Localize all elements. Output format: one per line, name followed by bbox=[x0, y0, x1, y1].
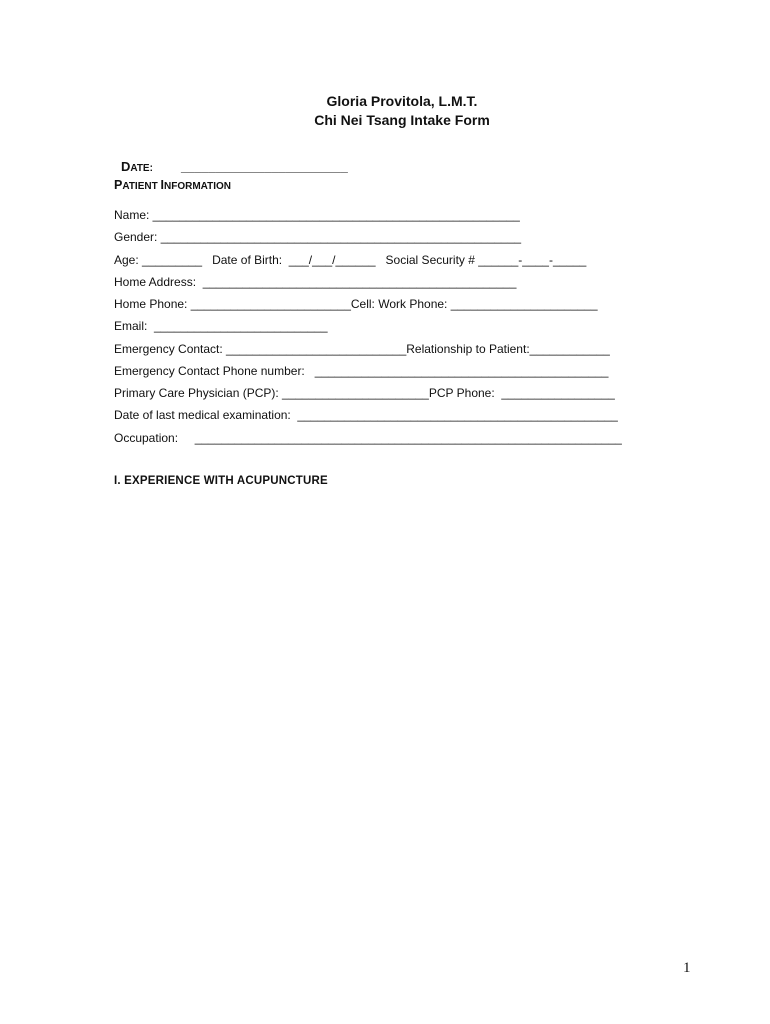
home-address-field[interactable]: Home Address: _______________________________________________ bbox=[114, 275, 517, 289]
emergency-contact-field[interactable]: Emergency Contact: ___________________________Relationship to Patient:____________ bbox=[114, 342, 610, 356]
date-label-rest: ATE: bbox=[130, 163, 153, 174]
date-label-initial: D bbox=[120, 159, 131, 174]
heading-initial-p: P bbox=[114, 178, 123, 192]
emergency-phone-field[interactable]: Emergency Contact Phone number: ____________________________________________ bbox=[114, 364, 609, 378]
phone-field[interactable]: Home Phone: ________________________Cell: Work Phone: ______________________ bbox=[114, 297, 598, 311]
pcp-field[interactable]: Primary Care Physician (PCP): ______________________PCP Phone: _________________ bbox=[114, 386, 615, 400]
name-field[interactable]: Name: _______________________________________________________ bbox=[114, 208, 520, 222]
heading-atient: ATIENT bbox=[122, 181, 161, 192]
patient-information-heading bbox=[114, 178, 231, 192]
page-number: 1 bbox=[683, 960, 691, 976]
practitioner-name: Gloria Provitola, L.M.T. bbox=[326, 93, 478, 109]
date-label bbox=[121, 159, 181, 174]
email-field[interactable]: Email: __________________________ bbox=[114, 319, 328, 333]
heading-initial-i: I bbox=[160, 178, 164, 192]
age-dob-ssn-field[interactable]: Age: _________ Date of Birth: ___/___/______ Social Security # ______-____-_____ bbox=[114, 253, 587, 267]
form-title: Chi Nei Tsang Intake Form bbox=[314, 112, 490, 128]
last-exam-field[interactable]: Date of last medical examination: ________________________________________________ bbox=[114, 408, 618, 422]
date-blank[interactable]: ________________________ bbox=[180, 160, 348, 174]
heading-nformation: NFORMATION bbox=[163, 181, 232, 192]
acupuncture-experience-heading: I. EXPERIENCE WITH ACUPUNCTURE bbox=[114, 475, 328, 487]
date-row bbox=[114, 145, 348, 174]
occupation-field[interactable]: Occupation: ________________________________________________________________ bbox=[114, 431, 622, 445]
gender-field[interactable]: Gender: ______________________________________________________ bbox=[114, 230, 522, 244]
